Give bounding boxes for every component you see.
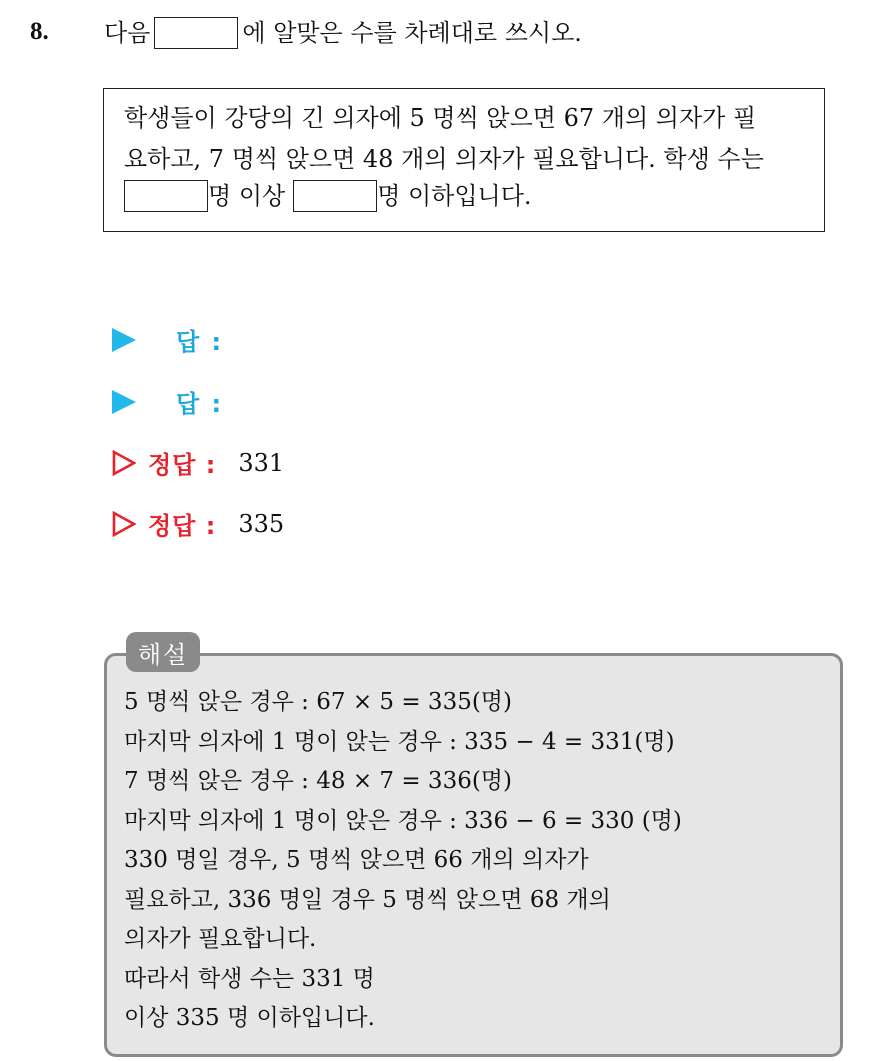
question-number: 8. bbox=[30, 18, 49, 45]
correct-answer-value-2: 335 bbox=[238, 509, 285, 538]
problem-line-3-end: 명 이하입니다. bbox=[377, 182, 532, 210]
answer-label-2: 답 : bbox=[176, 390, 224, 418]
correct-answer-row-2 bbox=[112, 506, 284, 541]
explanation-line: 마지막 의자에 1 명이 앉는 경우 : 335 − 4 = 331(명) bbox=[124, 728, 675, 755]
explanation-line: 5 명씩 앉은 경우 : 67 × 5 = 335(명) bbox=[124, 689, 512, 715]
explanation-line: 필요하고, 336 명일 경우 5 명씩 앉으면 68 개의 bbox=[124, 886, 611, 913]
correct-answer-label-1: 정답 : bbox=[148, 451, 217, 479]
explanation-line: 따라서 학생 수는 331 명 bbox=[124, 965, 375, 992]
outline-triangle-icon bbox=[112, 450, 136, 476]
play-triangle-icon bbox=[112, 328, 136, 352]
answer-blank-2 bbox=[293, 180, 377, 212]
answer-label-1: 답 : bbox=[176, 328, 224, 356]
explanation-line: 이상 335 명 이하입니다. bbox=[124, 1005, 375, 1031]
question-prompt bbox=[104, 16, 582, 50]
problem-line-3 bbox=[124, 179, 532, 213]
play-triangle-icon bbox=[112, 390, 136, 414]
prompt-blank-box bbox=[154, 17, 238, 49]
explanation-line: 7 명씩 앉은 경우 : 48 × 7 = 336(명) bbox=[124, 768, 512, 794]
correct-answer-row-1 bbox=[112, 445, 284, 480]
problem-box bbox=[103, 88, 825, 232]
correct-answer-value-1: 331 bbox=[238, 448, 285, 477]
prompt-text-after: 에 알맞은 수를 차례대로 쓰시오. bbox=[242, 19, 582, 47]
explanation-line: 330 명일 경우, 5 명씩 앉으면 66 개의 의자가 bbox=[124, 847, 589, 873]
explanation-tab: 해설 bbox=[126, 632, 200, 672]
problem-line-2: 요하고, 7 명씩 앉으면 48 개의 의자가 필요합니다. 학생 수는 bbox=[124, 145, 764, 173]
answer-blank-1 bbox=[124, 180, 208, 212]
answer-row-1 bbox=[112, 322, 223, 357]
answer-row-2 bbox=[112, 384, 223, 419]
explanation-content bbox=[124, 683, 682, 1039]
outline-triangle-icon bbox=[112, 511, 136, 537]
explanation-line: 의자가 필요합니다. bbox=[124, 926, 317, 952]
prompt-text-before: 다음 bbox=[104, 19, 151, 47]
correct-answer-label-2: 정답 : bbox=[148, 512, 217, 540]
explanation-line: 마지막 의자에 1 명이 앉은 경우 : 336 − 6 = 330 (명) bbox=[124, 807, 682, 834]
problem-line-3-mid: 명 이상 bbox=[208, 182, 286, 210]
problem-line-1: 학생들이 강당의 긴 의자에 5 명씩 앉으면 67 개의 의자가 필 bbox=[124, 104, 757, 132]
